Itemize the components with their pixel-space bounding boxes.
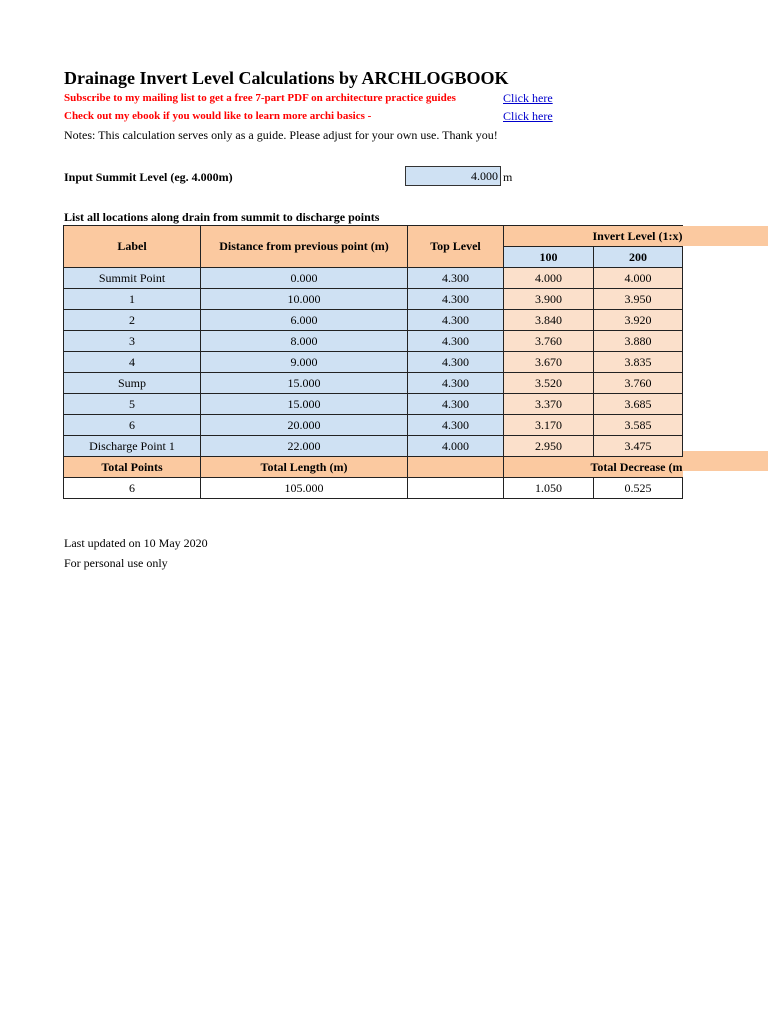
row-invert-200-cell: 3.880 bbox=[594, 331, 683, 352]
summit-level-label: Input Summit Level (eg. 4.000m) bbox=[64, 170, 233, 184]
row-invert-100-cell: 3.760 bbox=[504, 331, 594, 352]
total-top-blank bbox=[408, 478, 504, 499]
totals-overflow-band bbox=[681, 451, 768, 471]
table-row bbox=[64, 436, 683, 457]
table-row bbox=[64, 268, 683, 289]
row-label-cell[interactable]: 4 bbox=[64, 352, 201, 373]
row-distance-cell[interactable]: 15.000 bbox=[201, 373, 408, 394]
row-invert-100-cell: 3.840 bbox=[504, 310, 594, 331]
summit-level-unit: m bbox=[503, 170, 513, 184]
total-decrease-100: 1.050 bbox=[504, 478, 594, 499]
row-invert-200-cell: 3.685 bbox=[594, 394, 683, 415]
col-header-invert-level: Invert Level (1:x) bbox=[504, 226, 683, 247]
row-invert-100-cell: 3.370 bbox=[504, 394, 594, 415]
header-overflow-band bbox=[681, 226, 768, 246]
col-header-top-level: Top Level bbox=[408, 226, 504, 268]
row-distance-cell[interactable]: 22.000 bbox=[201, 436, 408, 457]
row-invert-100-cell: 3.670 bbox=[504, 352, 594, 373]
list-heading: List all locations along drain from summit to discharge points bbox=[64, 210, 380, 224]
col-header-distance: Distance from previous point (m) bbox=[201, 226, 408, 268]
row-top-level-cell[interactable]: 4.300 bbox=[408, 331, 504, 352]
personal-use-text: For personal use only bbox=[64, 556, 168, 570]
row-top-level-cell[interactable]: 4.300 bbox=[408, 268, 504, 289]
page-title: Drainage Invert Level Calculations by ARCHLOGBOOK bbox=[64, 68, 509, 88]
col-header-label: Label bbox=[64, 226, 201, 268]
row-invert-200-cell: 3.585 bbox=[594, 415, 683, 436]
row-top-level-cell[interactable]: 4.300 bbox=[408, 394, 504, 415]
row-label-cell[interactable]: 1 bbox=[64, 289, 201, 310]
row-top-level-cell[interactable]: 4.300 bbox=[408, 310, 504, 331]
summit-level-input[interactable]: 4.000 bbox=[405, 166, 501, 186]
row-distance-cell[interactable]: 0.000 bbox=[201, 268, 408, 289]
row-label-cell[interactable]: 6 bbox=[64, 415, 201, 436]
row-label-cell[interactable]: 5 bbox=[64, 394, 201, 415]
row-distance-cell[interactable]: 6.000 bbox=[201, 310, 408, 331]
totals-header-blank bbox=[408, 457, 504, 478]
row-top-level-cell[interactable]: 4.000 bbox=[408, 436, 504, 457]
totals-header-points: Total Points bbox=[64, 457, 201, 478]
row-top-level-cell[interactable]: 4.300 bbox=[408, 352, 504, 373]
row-label-cell[interactable]: 2 bbox=[64, 310, 201, 331]
row-invert-200-cell: 3.760 bbox=[594, 373, 683, 394]
row-top-level-cell[interactable]: 4.300 bbox=[408, 289, 504, 310]
total-length-value: 105.000 bbox=[201, 478, 408, 499]
mailing-list-link[interactable]: Click here bbox=[503, 91, 553, 105]
row-distance-cell[interactable]: 8.000 bbox=[201, 331, 408, 352]
row-invert-100-cell: 3.520 bbox=[504, 373, 594, 394]
row-distance-cell[interactable]: 10.000 bbox=[201, 289, 408, 310]
total-decrease-200: 0.525 bbox=[594, 478, 683, 499]
row-label-cell[interactable]: 3 bbox=[64, 331, 201, 352]
table-row bbox=[64, 310, 683, 331]
mailing-list-promo: Subscribe to my mailing list to get a free 7-part PDF on architecture practice guides bbox=[64, 92, 456, 104]
total-points-value: 6 bbox=[64, 478, 201, 499]
gradient-100-cell[interactable]: 100 bbox=[504, 247, 594, 268]
table-row bbox=[64, 352, 683, 373]
row-distance-cell[interactable]: 15.000 bbox=[201, 394, 408, 415]
table-row bbox=[64, 373, 683, 394]
row-invert-100-cell: 3.900 bbox=[504, 289, 594, 310]
row-invert-200-cell: 3.835 bbox=[594, 352, 683, 373]
table-row bbox=[64, 415, 683, 436]
totals-header-decrease: Total Decrease (m bbox=[504, 457, 683, 478]
last-updated-text: Last updated on 10 May 2020 bbox=[64, 536, 208, 550]
row-invert-200-cell: 3.950 bbox=[594, 289, 683, 310]
totals-header-length: Total Length (m) bbox=[201, 457, 408, 478]
table-row bbox=[64, 394, 683, 415]
row-label-cell[interactable]: Discharge Point 1 bbox=[64, 436, 201, 457]
row-invert-200-cell: 4.000 bbox=[594, 268, 683, 289]
notes-text: Notes: This calculation serves only as a guide. Please adjust for your own use. Thank you! bbox=[64, 128, 498, 142]
invert-level-table bbox=[63, 225, 683, 499]
row-distance-cell[interactable]: 9.000 bbox=[201, 352, 408, 373]
row-label-cell[interactable]: Summit Point bbox=[64, 268, 201, 289]
row-top-level-cell[interactable]: 4.300 bbox=[408, 373, 504, 394]
ebook-link[interactable]: Click here bbox=[503, 109, 553, 123]
table-row bbox=[64, 289, 683, 310]
row-invert-100-cell: 2.950 bbox=[504, 436, 594, 457]
row-invert-100-cell: 4.000 bbox=[504, 268, 594, 289]
row-top-level-cell[interactable]: 4.300 bbox=[408, 415, 504, 436]
table-row bbox=[64, 331, 683, 352]
gradient-200-cell[interactable]: 200 bbox=[594, 247, 683, 268]
row-label-cell[interactable]: Sump bbox=[64, 373, 201, 394]
ebook-promo: Check out my ebook if you would like to learn more archi basics - bbox=[64, 110, 372, 122]
row-invert-200-cell: 3.475 bbox=[594, 436, 683, 457]
row-distance-cell[interactable]: 20.000 bbox=[201, 415, 408, 436]
row-invert-100-cell: 3.170 bbox=[504, 415, 594, 436]
row-invert-200-cell: 3.920 bbox=[594, 310, 683, 331]
